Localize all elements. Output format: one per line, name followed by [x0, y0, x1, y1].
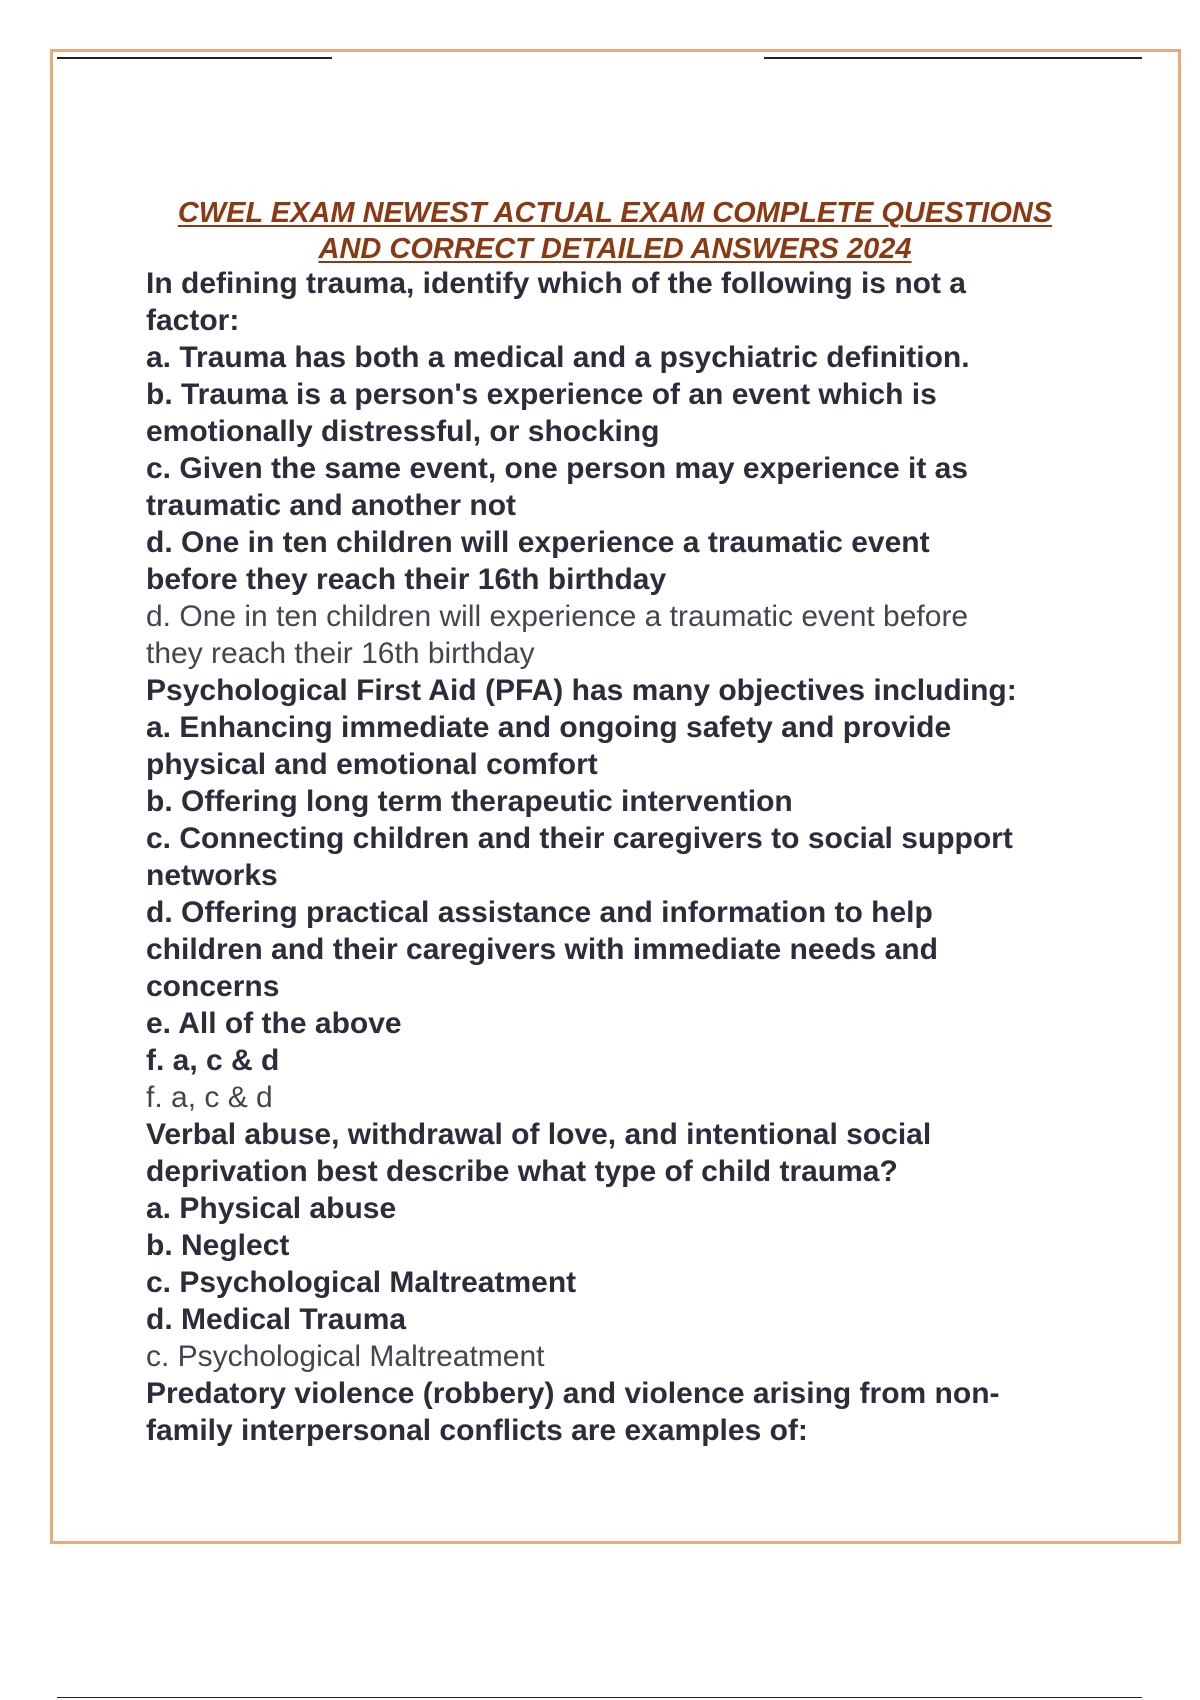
question-3-option-b: b. Neglect: [146, 1229, 290, 1262]
question-1-stem-line: In defining trauma, identify which of the following is not a: [146, 267, 966, 300]
footer-rule: [57, 1697, 1142, 1698]
question-1-option-a: a. Trauma has both a medical and a psychiatric definition.: [146, 341, 970, 374]
document-title: [100, 195, 1130, 267]
question-3-stem-line: Verbal abuse, withdrawal of love, and intentional social: [146, 1118, 932, 1151]
questions-list: [146, 265, 1106, 1449]
question-1-answer: they reach their 16th birthday: [146, 637, 535, 670]
question-2-answer: f. a, c & d: [146, 1081, 273, 1114]
question-1-option-b: b. Trauma is a person's experience of an event which is: [146, 378, 937, 411]
question-2-option-a: a. Enhancing immediate and ongoing safety and provide: [146, 711, 952, 744]
question-2-option-c: c. Connecting children and their caregivers to social support: [146, 822, 1013, 855]
question-3-stem-line: deprivation best describe what type of child trauma?: [146, 1155, 898, 1188]
question-2-option-d: concerns: [146, 970, 280, 1003]
question-1-option-d: before they reach their 16th birthday: [146, 563, 667, 596]
question-1-option-b: emotionally distressful, or shocking: [146, 415, 660, 448]
question-2-stem-line: Psychological First Aid (PFA) has many objectives including:: [146, 674, 1017, 707]
question-2-option-d: d. Offering practical assistance and information to help: [146, 896, 933, 929]
question-2-option-e: e. All of the above: [146, 1007, 402, 1040]
question-2-option-d: children and their caregivers with immediate needs and: [146, 933, 938, 966]
question-2-option-c: networks: [146, 859, 278, 892]
question-4-stem-line: family interpersonal conflicts are examples of:: [146, 1414, 808, 1447]
question-3-answer: c. Psychological Maltreatment: [146, 1340, 545, 1373]
question-4-stem-line: Predatory violence (robbery) and violence arising from non-: [146, 1377, 1000, 1410]
question-2-option-b: b. Offering long term therapeutic intervention: [146, 785, 793, 818]
question-3-option-c: c. Psychological Maltreatment: [146, 1266, 577, 1299]
header-rule-left: [57, 57, 332, 59]
question-3-option-a: a. Physical abuse: [146, 1192, 397, 1225]
question-3-option-d: d. Medical Trauma: [146, 1303, 407, 1336]
question-1-answer: d. One in ten children will experience a traumatic event before: [146, 600, 969, 633]
header-rule-right: [764, 57, 1142, 59]
title-line-2: AND CORRECT DETAILED ANSWERS 2024: [318, 233, 912, 265]
question-1-option-c: c. Given the same event, one person may experience it as: [146, 452, 969, 485]
title-line-1: CWEL EXAM NEWEST ACTUAL EXAM COMPLETE QUESTIONS: [177, 197, 1053, 229]
question-2-option-a: physical and emotional comfort: [146, 748, 598, 781]
question-2-option-f: f. a, c & d: [146, 1044, 280, 1077]
question-1-option-d: d. One in ten children will experience a traumatic event: [146, 526, 930, 559]
question-1-stem-line: factor:: [146, 304, 240, 337]
question-1-option-c: traumatic and another not: [146, 489, 517, 522]
